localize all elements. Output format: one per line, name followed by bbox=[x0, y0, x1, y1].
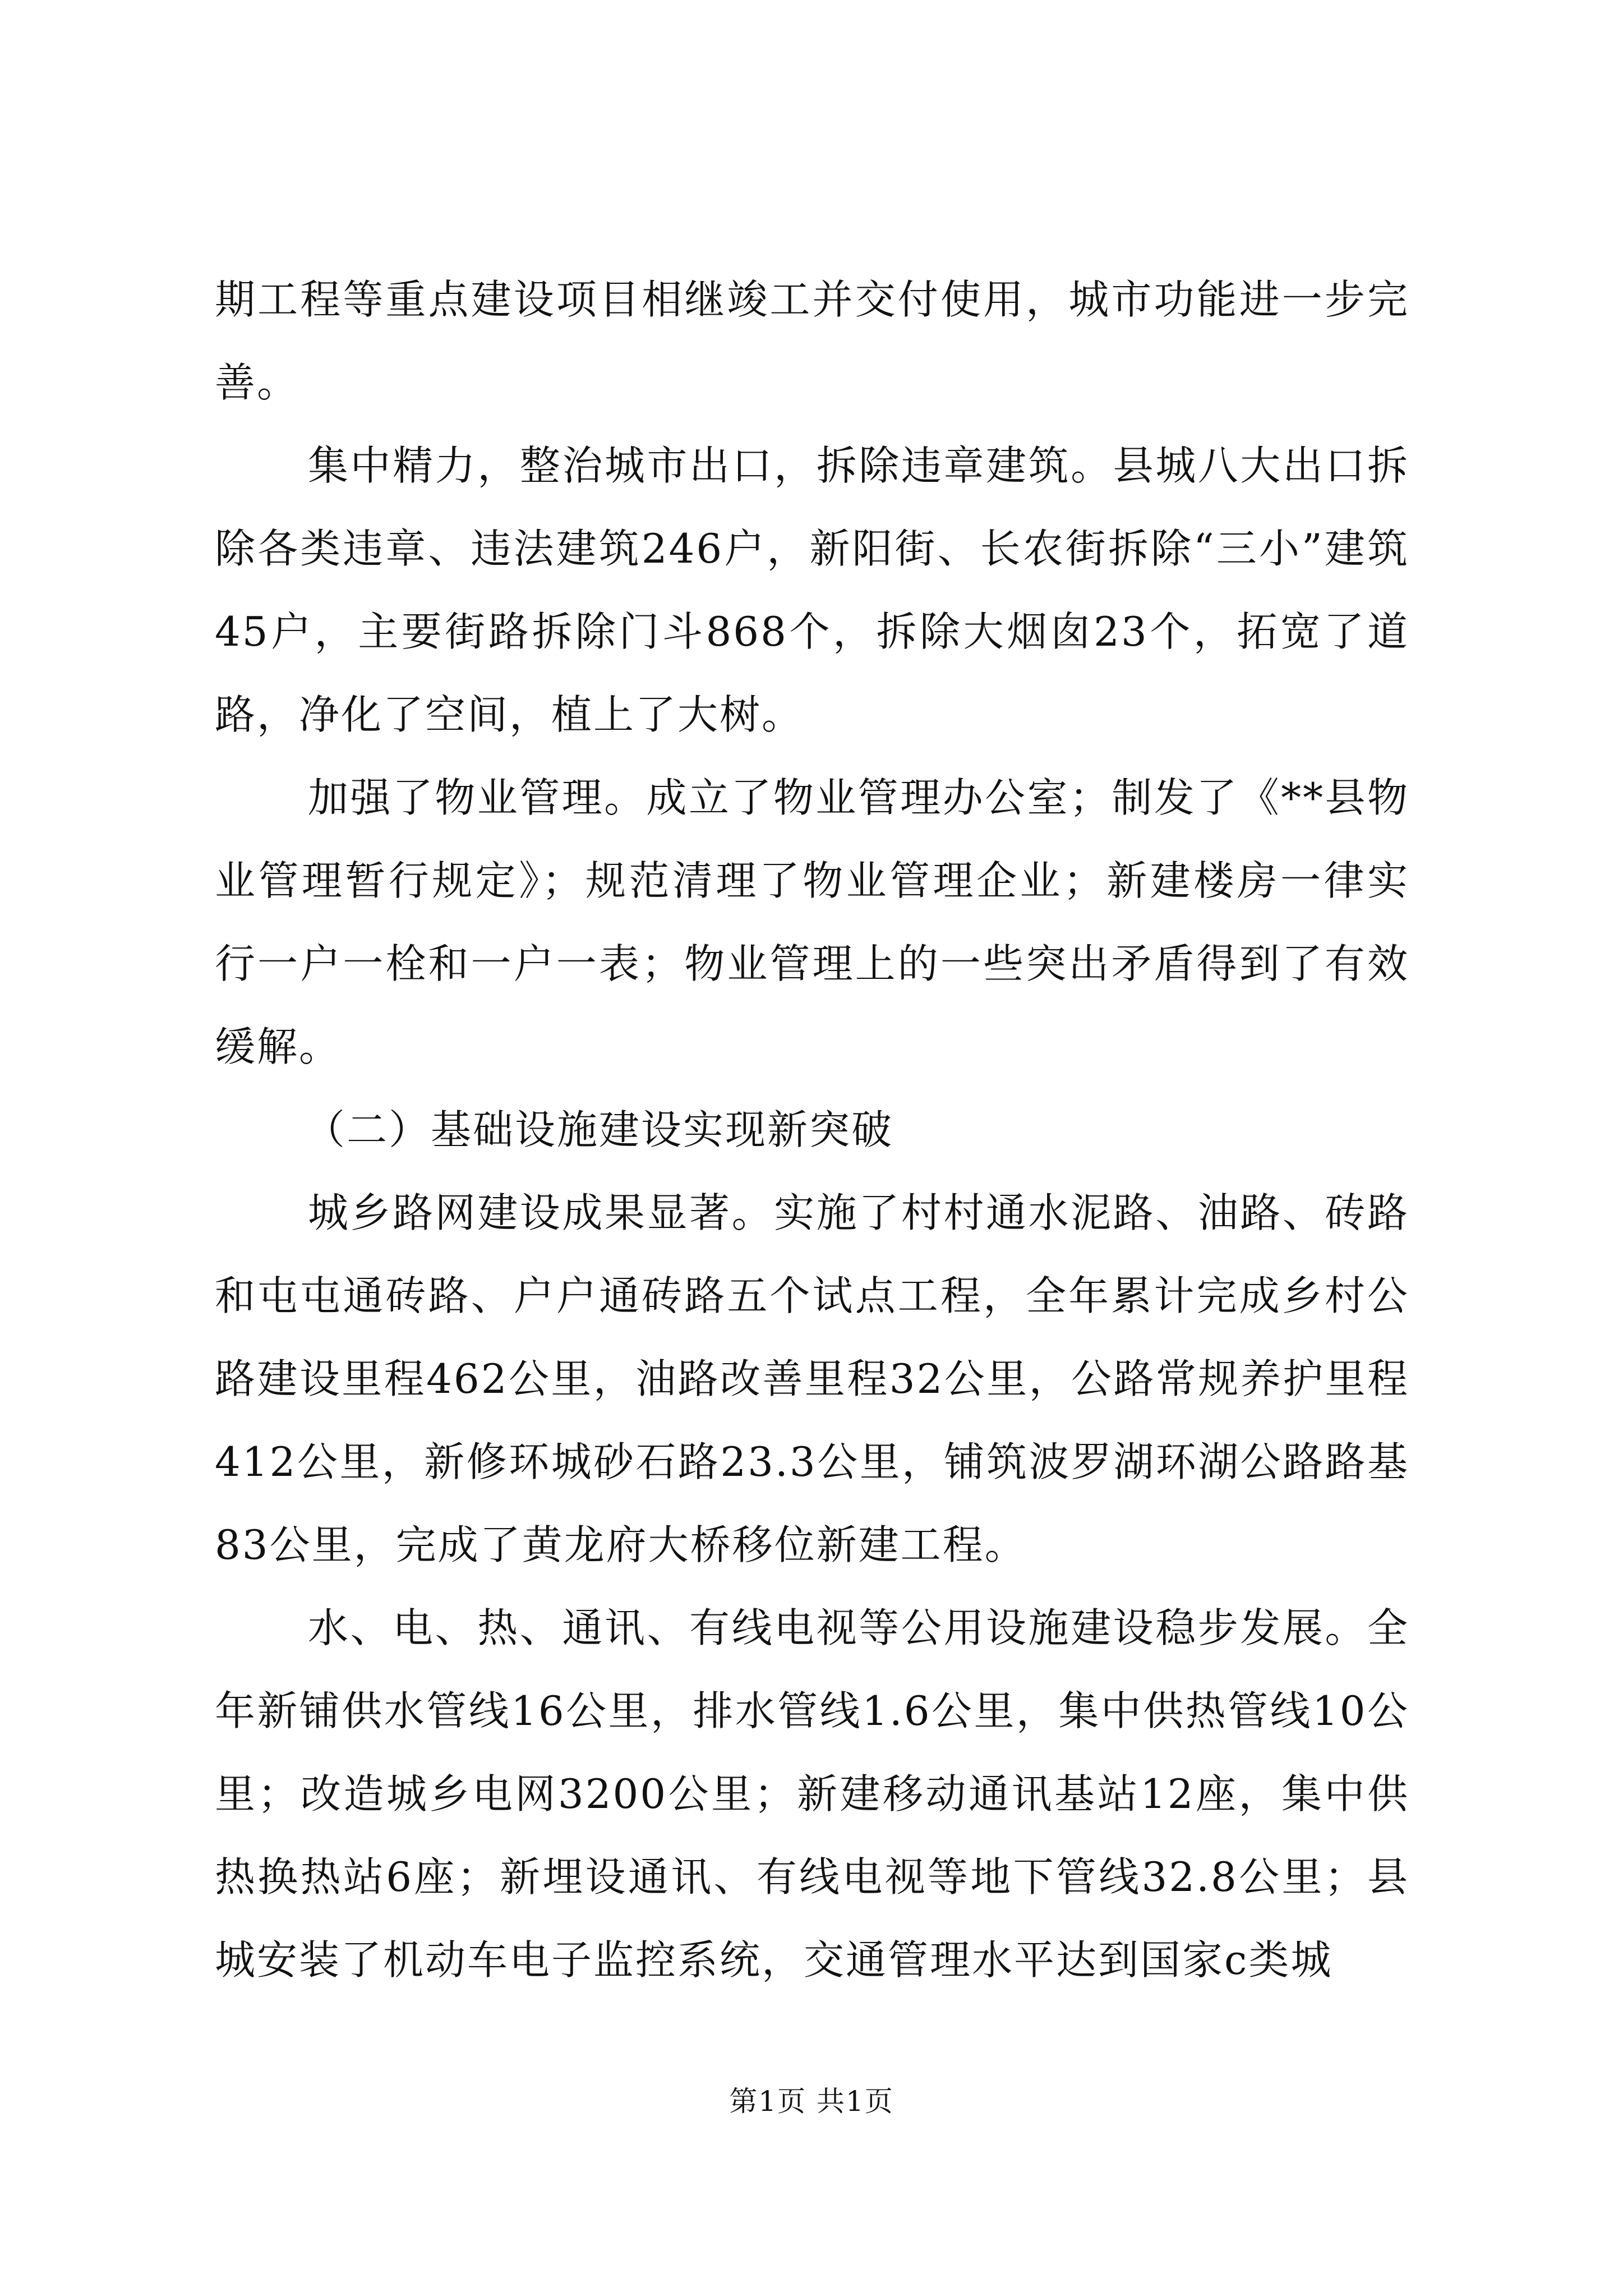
section-heading-infrastructure: （二）基础设施建设实现新突破 bbox=[305, 1106, 894, 1153]
paragraph-project-completion: 期工程等重点建设项目相继竣工并交付使用，城市功能进一步完善。 bbox=[215, 276, 1409, 406]
paragraph-public-utilities: 水、电、热、通讯、有线电视等公用设施建设稳步发展。全年新铺供水管线16公里，排水管线1.6公里，集中供热管线10公里；改造城乡电网3200公里；新建移动通讯基站12座，集中供热换热站6座；新埋设通讯、有线电视等地下管线32.8公里；县城安装了机动车电子监控系统，交通管理水平达到国家c类城 bbox=[215, 1604, 1409, 1984]
paragraph-road-network: 城乡路网建设成果显著。实施了村村通水泥路、油路、砖路和屯屯通砖路、户户通砖路五个试点工程，全年累计完成乡村公路建设里程462公里，油路改善里程32公里，公路常规养护里程412公里，新修环城砂石路23.3公里，铺筑波罗湖环湖公路路基83公里，完成了黄龙府大桥移位新建工程。 bbox=[215, 1189, 1409, 1568]
page-number-footer: 第1页 共1页 bbox=[729, 2085, 894, 2118]
paragraph-property-management: 加强了物业管理。成立了物业管理办公室；制发了《**县物业管理暂行规定》；规范清理了物业管理企业；新建楼房一律实行一户一栓和一户一表；物业管理上的一些突出矛盾得到了有效缓解。 bbox=[215, 774, 1409, 1070]
document-body bbox=[215, 258, 1409, 2001]
paragraph-demolition: 集中精力，整治城市出口，拆除违章建筑。县城八大出口拆除各类违章、违法建筑246户，新阳街、长农街拆除“三小”建筑45户，主要街路拆除门斗868个，拆除大烟囱23个，拓宽了道路，净化了空间，植上了大树。 bbox=[215, 442, 1409, 738]
